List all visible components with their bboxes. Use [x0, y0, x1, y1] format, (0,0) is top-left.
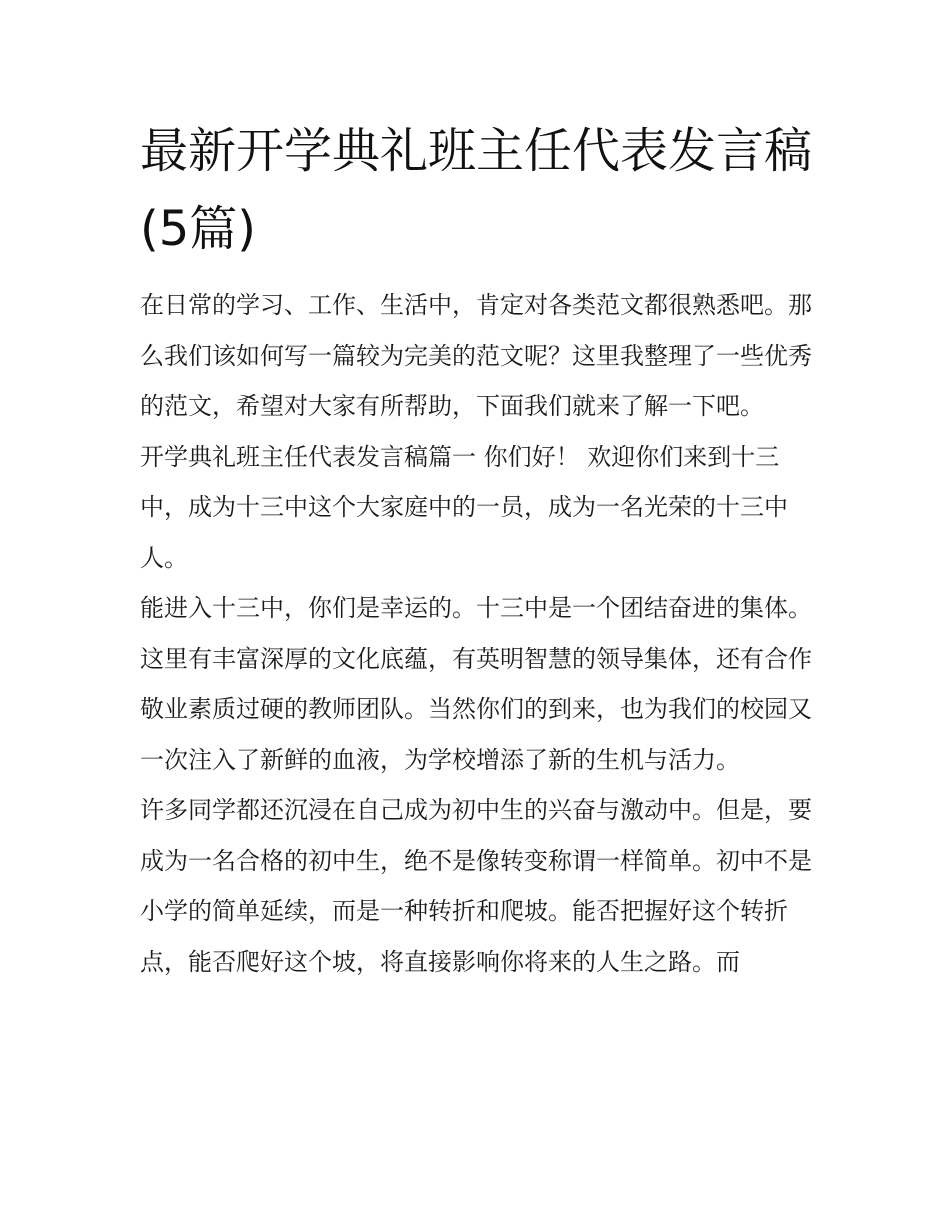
paragraph-greeting: 开学典礼班主任代表发言稿篇一 你们好！ 欢迎你们来到十三中，成为十三中这个大家庭中的一员，成为一名光荣的十三中人。: [140, 442, 788, 572]
paragraph-transition: 许多同学都还沉浸在自己成为初中生的兴奋与激动中。但是，要成为一名合格的初中生，绝不是像转变称谓一样简单。初中不是小学的简单延续，而是一种转折和爬坡。能否把握好这个转折点，能否爬好这个坡，将直接影响你将来的人生之路。而: [140, 796, 812, 976]
paragraph-school: 能进入十三中，你们是幸运的。十三中是一个团结奋进的集体。这里有丰富深厚的文化底蕴，有英明智慧的领导集体，还有合作敬业素质过硬的教师团队。当然你们的到来，也为我们的校园又一次注入了新鲜的血液，为学校增添了新的生机与活力。: [140, 594, 812, 774]
paragraph-intro: 在日常的学习、工作、生活中，肯定对各类范文都很熟悉吧。那么我们该如何写一篇较为完美的范文呢？这里我整理了一些优秀的范文，希望对大家有所帮助，下面我们就来了解一下吧。: [140, 291, 812, 420]
document-title: 最新开学典礼班主任代表发言稿(5篇): [140, 123, 813, 257]
document-body: [140, 112, 812, 987]
